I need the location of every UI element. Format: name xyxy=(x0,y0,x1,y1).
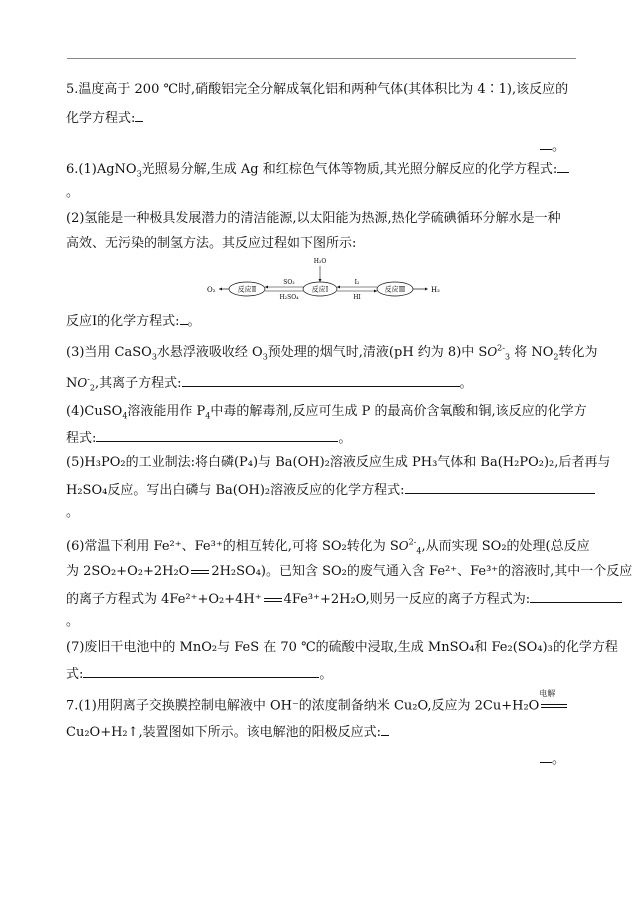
svg-text:H₂O: H₂O xyxy=(313,258,327,265)
svg-text:H₂SO₄: H₂SO₄ xyxy=(279,294,299,301)
q6-part5-end: 。 xyxy=(66,505,80,520)
svg-text:反应Ⅰ: 反应Ⅰ xyxy=(311,285,329,294)
q6-part1: 6.(1)AgNO$_3$光照易分解,生成 Ag 和红棕色气体等物质,其光照分解反应的化学方程式: xyxy=(66,159,569,179)
q6-part4-line1: (4)CuSO$_4$溶液能用作 $P_4$中毒的解毒剂,反应可生成 P 的最高价含氧酸和铜,该反应的化学方 xyxy=(66,404,587,421)
q7-line1: 7.(1)用阴离子交换膜控制电解液中 OH⁻的浓度制备纳米 Cu₂O,反应为 2Cu+H₂O 电解 xyxy=(66,697,567,716)
q6-part3-line1: (3)当用 CaSO$_3$水悬浮液吸收经 $O_3$预处理的烟气时,清液(pH 约为 8)中 $SO^{2-}_3$ 将 $NO_2$转化为 xyxy=(66,343,598,362)
q6-part2-line2: 高效、无污染的制氢方法。其反应过程如下图所示: xyxy=(66,236,357,251)
q6-part5-line2: H₂SO₄反应。写出白磷与 Ba(OH)₂溶液反应的化学方程式: xyxy=(66,480,595,500)
svg-text:反应Ⅱ: 反应Ⅱ xyxy=(237,285,257,294)
h2-label: H₂ xyxy=(431,286,440,294)
q6-part7-line1: (7)废旧干电池中的 MnO₂与 FeS 在 70 ℃的硫酸中浸取,生成 MnSO₄和 Fe₂(SO₄)₃的化学方程 xyxy=(66,640,618,655)
q7-answer-end: 。 xyxy=(540,748,565,767)
o2-label: O₂ xyxy=(207,286,216,294)
svg-text:反应Ⅲ: 反应Ⅲ xyxy=(384,285,406,294)
svg-text:SO₂: SO₂ xyxy=(283,279,295,286)
q5-line1: 5.温度高于 200 ℃时,硝酸铝完全分解成氧化铝和两种气体(其体积比为 4∶1),该反应的 xyxy=(66,82,569,97)
q6-part2-line3: 反应Ⅰ的化学方程式: 。 xyxy=(66,311,201,331)
q6-part1-end: 。 xyxy=(66,185,80,200)
q6-part2-line1: (2)氢能是一种极具发展潜力的清洁能源,以太阳能为热源,热化学硫碘循环分解水是一种 xyxy=(66,211,561,226)
q6-part4-line2: 程式: 。 xyxy=(66,428,351,448)
q6-part6-line1: (6)常温下利用 Fe²⁺、Fe³⁺的相互转化,可将 SO₂转化为 $SO^{2-}_4$,从而实现 SO₂的处理(总反应 xyxy=(66,537,590,556)
q6-part6-end: 。 xyxy=(66,614,80,629)
q7-line2: Cu₂O+H₂↑,装置图如下所示。该电解池的阳极反应式: xyxy=(66,722,389,742)
q6-part6-line2: 为 2SO₂+O₂+2H₂O 2H₂SO₄)。已知含 SO₂的废气通入含 Fe²⁺、Fe³⁺的溶液时,其中一个反应 xyxy=(66,564,633,579)
q5-answer-end: 。 xyxy=(540,135,565,154)
q6-part6-line3: 的离子方程式为 4Fe²⁺+O₂+4H⁺ 4Fe³⁺+2H₂O,则另一反应的离子方程式为: xyxy=(66,589,622,609)
header-rule xyxy=(67,58,576,59)
q5-line2: 化学方程式: xyxy=(66,108,143,128)
q6-part3-line2: $NO^-_2$,其离子方程式: 。 xyxy=(66,374,473,393)
svg-text:I₂: I₂ xyxy=(354,279,360,286)
q6-part5-line1: (5)H₃PO₂的工业制法:将白磷(P₄)与 Ba(OH)₂溶液反应生成 PH₃气体和 Ba(H₂PO₂)₂,后者再与 xyxy=(66,455,611,470)
svg-text:HI: HI xyxy=(353,294,361,301)
q6-part7-line2: 式: 。 xyxy=(66,664,332,684)
reaction-cycle-diagram xyxy=(207,257,447,307)
